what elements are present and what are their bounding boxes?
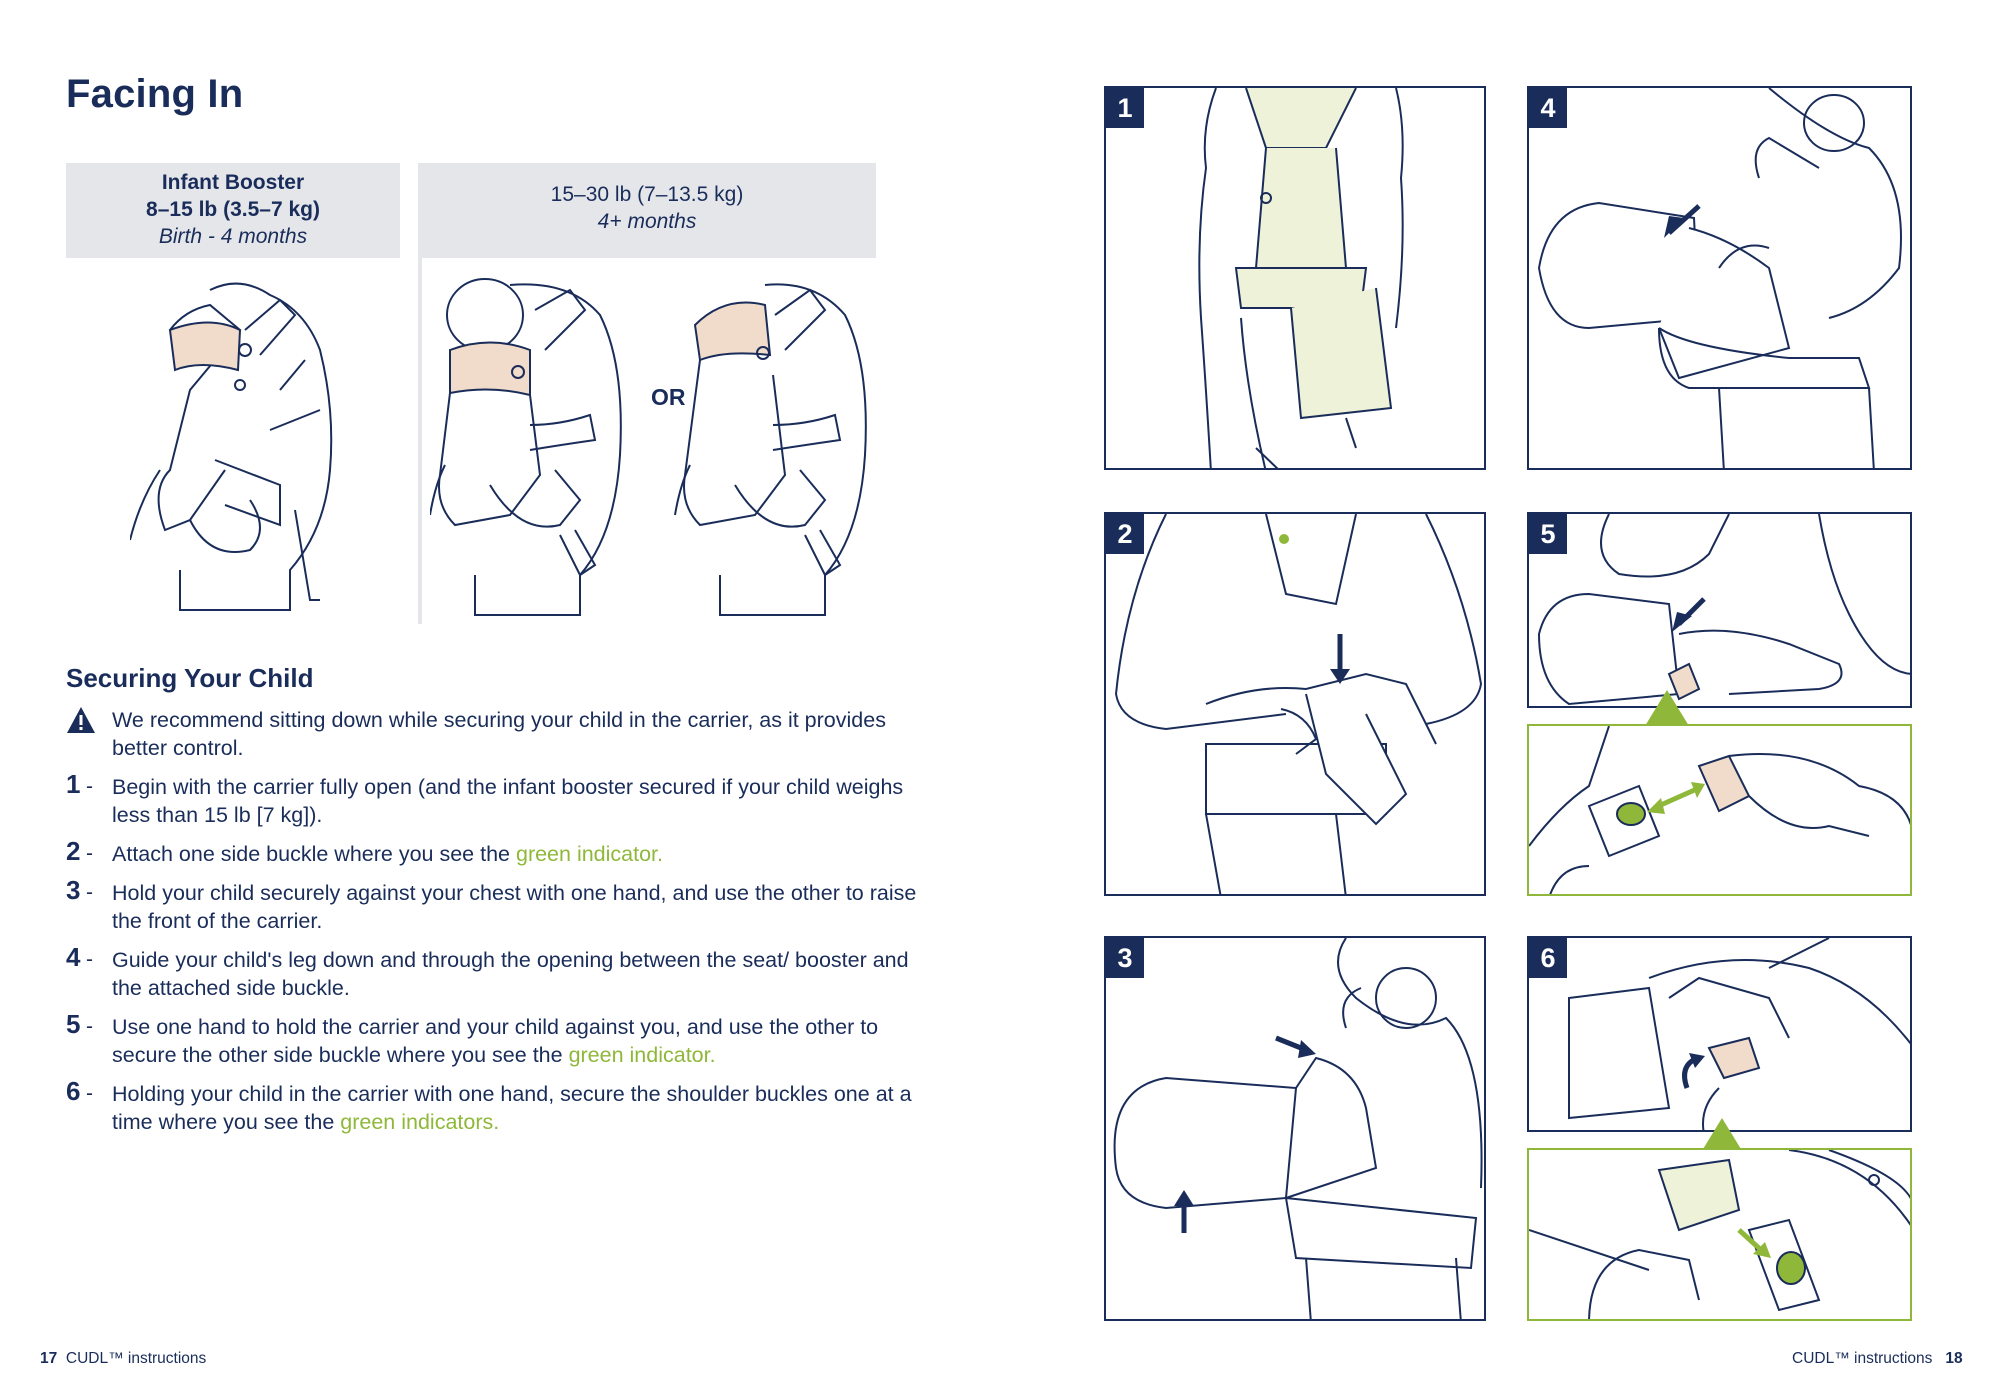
step-number: 3: [66, 875, 81, 905]
toddler-age-range: 4+ months: [597, 210, 697, 233]
toddler-weight-range: 15–30 lb (7–13.5 kg): [550, 183, 744, 206]
page-number: 17: [40, 1350, 58, 1367]
green-pointer-icon: [1645, 690, 1689, 726]
step-number: 1: [66, 769, 81, 799]
panel-5-illustration: [1529, 514, 1912, 708]
column-divider: [418, 258, 422, 624]
step-number: 2: [66, 836, 81, 866]
panel-number: 4: [1529, 88, 1567, 128]
step-panel-5: [1527, 512, 1912, 708]
warning-text: We recommend sitting down while securing your child in the carrier, as it provides better control.: [112, 708, 886, 760]
step-text: Hold your child securely against your chest with one hand, and use the other to raise the front of the carrier.: [112, 881, 917, 933]
warning-note: [66, 706, 926, 762]
step-number: 6: [66, 1076, 81, 1106]
footer-right: [1792, 1350, 1963, 1368]
step-text: Begin with the carrier fully open (and the infant booster secured if your child weighs less than 15 lb [7 kg]).: [112, 775, 904, 827]
step-6: 6 - Holding your child in the carrier with one hand, secure the shoulder buckles one at a time where you see the green indicators.: [66, 1076, 912, 1134]
panel-number: 6: [1529, 938, 1567, 978]
step-2: 2 - Attach one side buckle where you see the green indicator.: [66, 836, 663, 866]
toddler-carrier-illustration-a: [430, 275, 640, 620]
infant-weight-range: 8–15 lb (3.5–7 kg): [146, 198, 320, 221]
panel-1-illustration: [1106, 88, 1486, 470]
panel-3-illustration: [1106, 938, 1486, 1321]
footer-text: CUDL™ instructions: [65, 1350, 207, 1367]
header-toddler: [418, 163, 876, 258]
step-3: 3 - Hold your child securely against your chest with one hand, and use the other to raise the front of the carrier.: [66, 879, 926, 935]
green-indicator-icon: [1777, 1252, 1805, 1284]
step-1: 1 - Begin with the carrier fully open (and the infant booster secured if your child weighs less than 15 lb [7 kg]).: [66, 773, 926, 829]
step-text: Attach one side buckle where you see the: [112, 842, 516, 866]
detail-panel-5: [1527, 724, 1912, 896]
panel-number: 1: [1106, 88, 1144, 128]
step-text: Holding your child in the carrier with one hand, secure the shoulder buckles one at a time where you see the: [112, 1082, 912, 1134]
buckle-detail-6-illustration: [1529, 1150, 1912, 1321]
footer-left: [40, 1350, 206, 1368]
step-panel-3: [1104, 936, 1486, 1321]
page-number: 18: [1945, 1350, 1963, 1367]
infant-booster-illustration: [130, 270, 350, 620]
step-number: 5: [66, 1009, 81, 1039]
step-panel-6: [1527, 936, 1912, 1132]
panel-6-illustration: [1529, 938, 1912, 1132]
panel-number: 3: [1106, 938, 1144, 978]
detail-panel-6: [1527, 1148, 1912, 1321]
footer-text: CUDL™ instructions: [1792, 1350, 1933, 1367]
step-panel-4: [1527, 86, 1912, 470]
page-title: Facing In: [66, 72, 244, 116]
step-text: Use one hand to hold the carrier and your child against you, and use the other to secure the other side buckle where you see the: [112, 1015, 879, 1067]
panel-2-illustration: [1106, 514, 1486, 896]
infant-age-range: Birth - 4 months: [158, 225, 308, 248]
warning-triangle-icon: [66, 706, 96, 734]
section-title: Securing Your Child: [66, 663, 314, 693]
panel-number: 5: [1529, 514, 1567, 554]
step-5: 5 - Use one hand to hold the carrier and your child against you, and use the other to secure the other side buckle where you see the green indicator.: [66, 1009, 879, 1067]
toddler-carrier-illustration-b: [665, 275, 885, 620]
infant-booster-label: Infant Booster: [161, 171, 305, 194]
buckle-detail-5-illustration: [1529, 726, 1912, 896]
green-indicator-text: green indicator.: [568, 1043, 716, 1067]
green-indicator-text: green indicators.: [340, 1110, 500, 1134]
green-indicator-text: green indicator.: [515, 842, 663, 866]
green-indicator-icon: [1617, 803, 1645, 825]
or-label: OR: [651, 384, 686, 410]
panel-number: 2: [1106, 514, 1144, 554]
step-panel-2: [1104, 512, 1486, 896]
header-infant-booster: [66, 163, 400, 258]
panel-4-illustration: [1529, 88, 1912, 470]
step-number: 4: [66, 942, 81, 972]
step-text: Guide your child's leg down and through the opening between the seat/ booster and the attached side buckle.: [112, 948, 909, 1000]
step-panel-1: [1104, 86, 1486, 470]
step-4: 4 - Guide your child's leg down and through the opening between the seat/ booster and the attached side buckle.: [66, 946, 926, 1002]
green-indicator-icon: [1279, 534, 1289, 544]
